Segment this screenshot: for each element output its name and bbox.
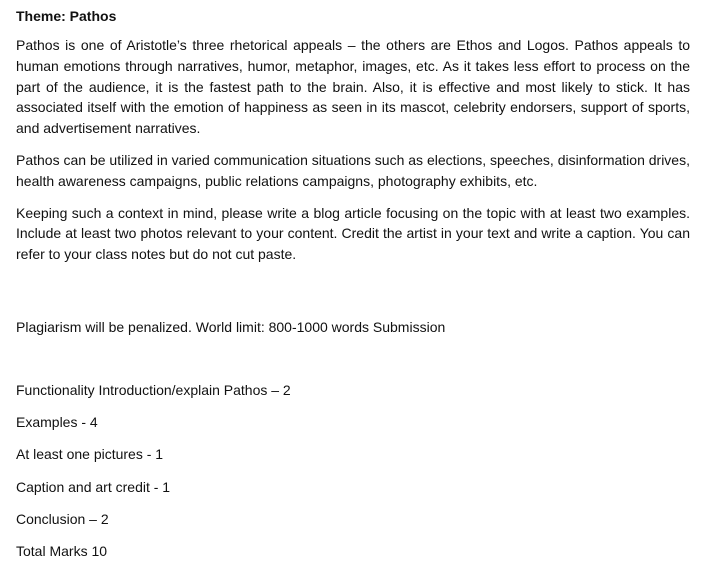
paragraph-pathos-usage: Pathos can be utilized in varied communication situations such as elections, speeches, disinformation drives, health awareness campaigns, public relations campaigns, photography exhibits, etc. (16, 151, 690, 189)
rubric-item-conclusion: Conclusion – 2 (16, 510, 109, 527)
paragraph-pathos-definition: Pathos is one of Aristotle’s three rhetorical appeals – the others are Ethos and Logos. Pathos appeals to human emotions through narratives, humor, metaphor, images, etc. As it takes less effort to process on the part of the audience, it is the fastest path to the brain. Also, it is effective and most likely to stick. It has associated itself with the emotion of happiness as seen in its mascot, celebrity endorsers, support of sports, and advertisement narratives. (16, 37, 690, 137)
spacer (16, 276, 690, 317)
rubric-item-introduction: Functionality Introduction/explain Pathos – 2 (16, 381, 291, 398)
plagiarism-notice: Plagiarism will be penalized. World limit: 800-1000 words Submission (16, 318, 446, 335)
spacer (16, 337, 690, 380)
document-title: Theme: Pathos (16, 8, 117, 24)
paragraph-assignment-instructions: Keeping such a context in mind, please write a blog article focusing on the topic with at least two examples. Include at least two photos relevant to your content. Credit the artist in your text and write a caption. You can refer to your class notes but do not cut paste. (16, 204, 690, 263)
rubric-item-pictures: At least one pictures - 1 (16, 446, 164, 463)
rubric-item-total-marks: Total Marks 10 (16, 542, 108, 559)
rubric-item-examples: Examples - 4 (16, 414, 98, 431)
rubric-item-caption-credit: Caption and art credit - 1 (16, 478, 171, 495)
document-body (16, 6, 690, 573)
rubric-list (16, 380, 690, 561)
